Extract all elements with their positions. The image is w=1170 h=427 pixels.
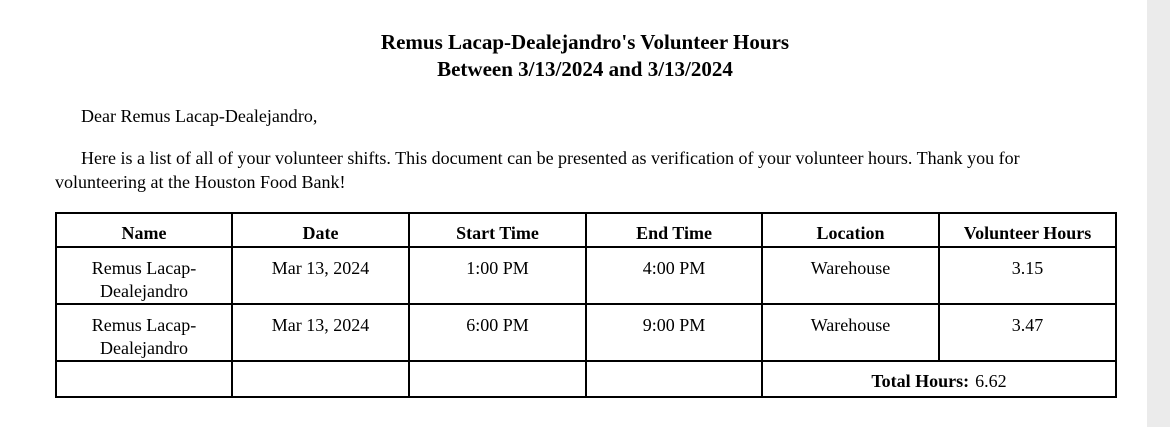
cell-end-time: 9:00 PM <box>586 304 762 361</box>
title-line-2: Between 3/13/2024 and 3/13/2024 <box>437 57 733 81</box>
cell-date: Mar 13, 2024 <box>232 304 409 361</box>
total-hours-cell <box>762 361 1116 397</box>
cell-date: Mar 13, 2024 <box>232 247 409 304</box>
cell-name <box>56 304 232 361</box>
salutation: Dear Remus Lacap-Dealejandro, <box>81 106 318 126</box>
column-header-start-time: Start Time <box>409 213 586 247</box>
title-line-1: Remus Lacap-Dealejandro's Volunteer Hours <box>380 30 790 54</box>
cell-start-time: 6:00 PM <box>409 304 586 361</box>
cell-name-line-1: Remus Lacap- <box>91 258 197 278</box>
empty-cell <box>586 361 762 397</box>
column-header-date: Date <box>232 213 409 247</box>
cell-hours: 3.15 <box>939 247 1116 304</box>
cell-name-line-1: Remus Lacap- <box>91 315 197 335</box>
column-header-location: Location <box>762 213 939 247</box>
table-row <box>56 247 1116 304</box>
column-header-name: Name <box>56 213 232 247</box>
table-row <box>56 304 1116 361</box>
cell-hours: 3.47 <box>939 304 1116 361</box>
cell-name-line-2: Dealejandro <box>100 281 188 301</box>
volunteer-shifts-table <box>55 212 1117 398</box>
empty-cell <box>56 361 232 397</box>
cell-name <box>56 247 232 304</box>
document-title <box>0 29 1170 83</box>
cell-location: Warehouse <box>762 247 939 304</box>
cell-name-line-2: Dealejandro <box>100 338 188 358</box>
empty-cell <box>232 361 409 397</box>
letter-body: Here is a list of all of your volunteer shifts. This document can be presented as verification of your volunteer hours. Thank you for volunteering at the Houston Food Bank! <box>55 148 1020 192</box>
total-hours-value: 6.62 <box>975 371 1007 391</box>
column-header-end-time: End Time <box>586 213 762 247</box>
cell-location: Warehouse <box>762 304 939 361</box>
table-header-row <box>56 213 1116 247</box>
total-hours-label: Total Hours: <box>871 371 970 391</box>
column-header-volunteer-hours: Volunteer Hours <box>939 213 1116 247</box>
empty-cell <box>409 361 586 397</box>
total-row <box>56 361 1116 397</box>
cell-start-time: 1:00 PM <box>409 247 586 304</box>
cell-end-time: 4:00 PM <box>586 247 762 304</box>
